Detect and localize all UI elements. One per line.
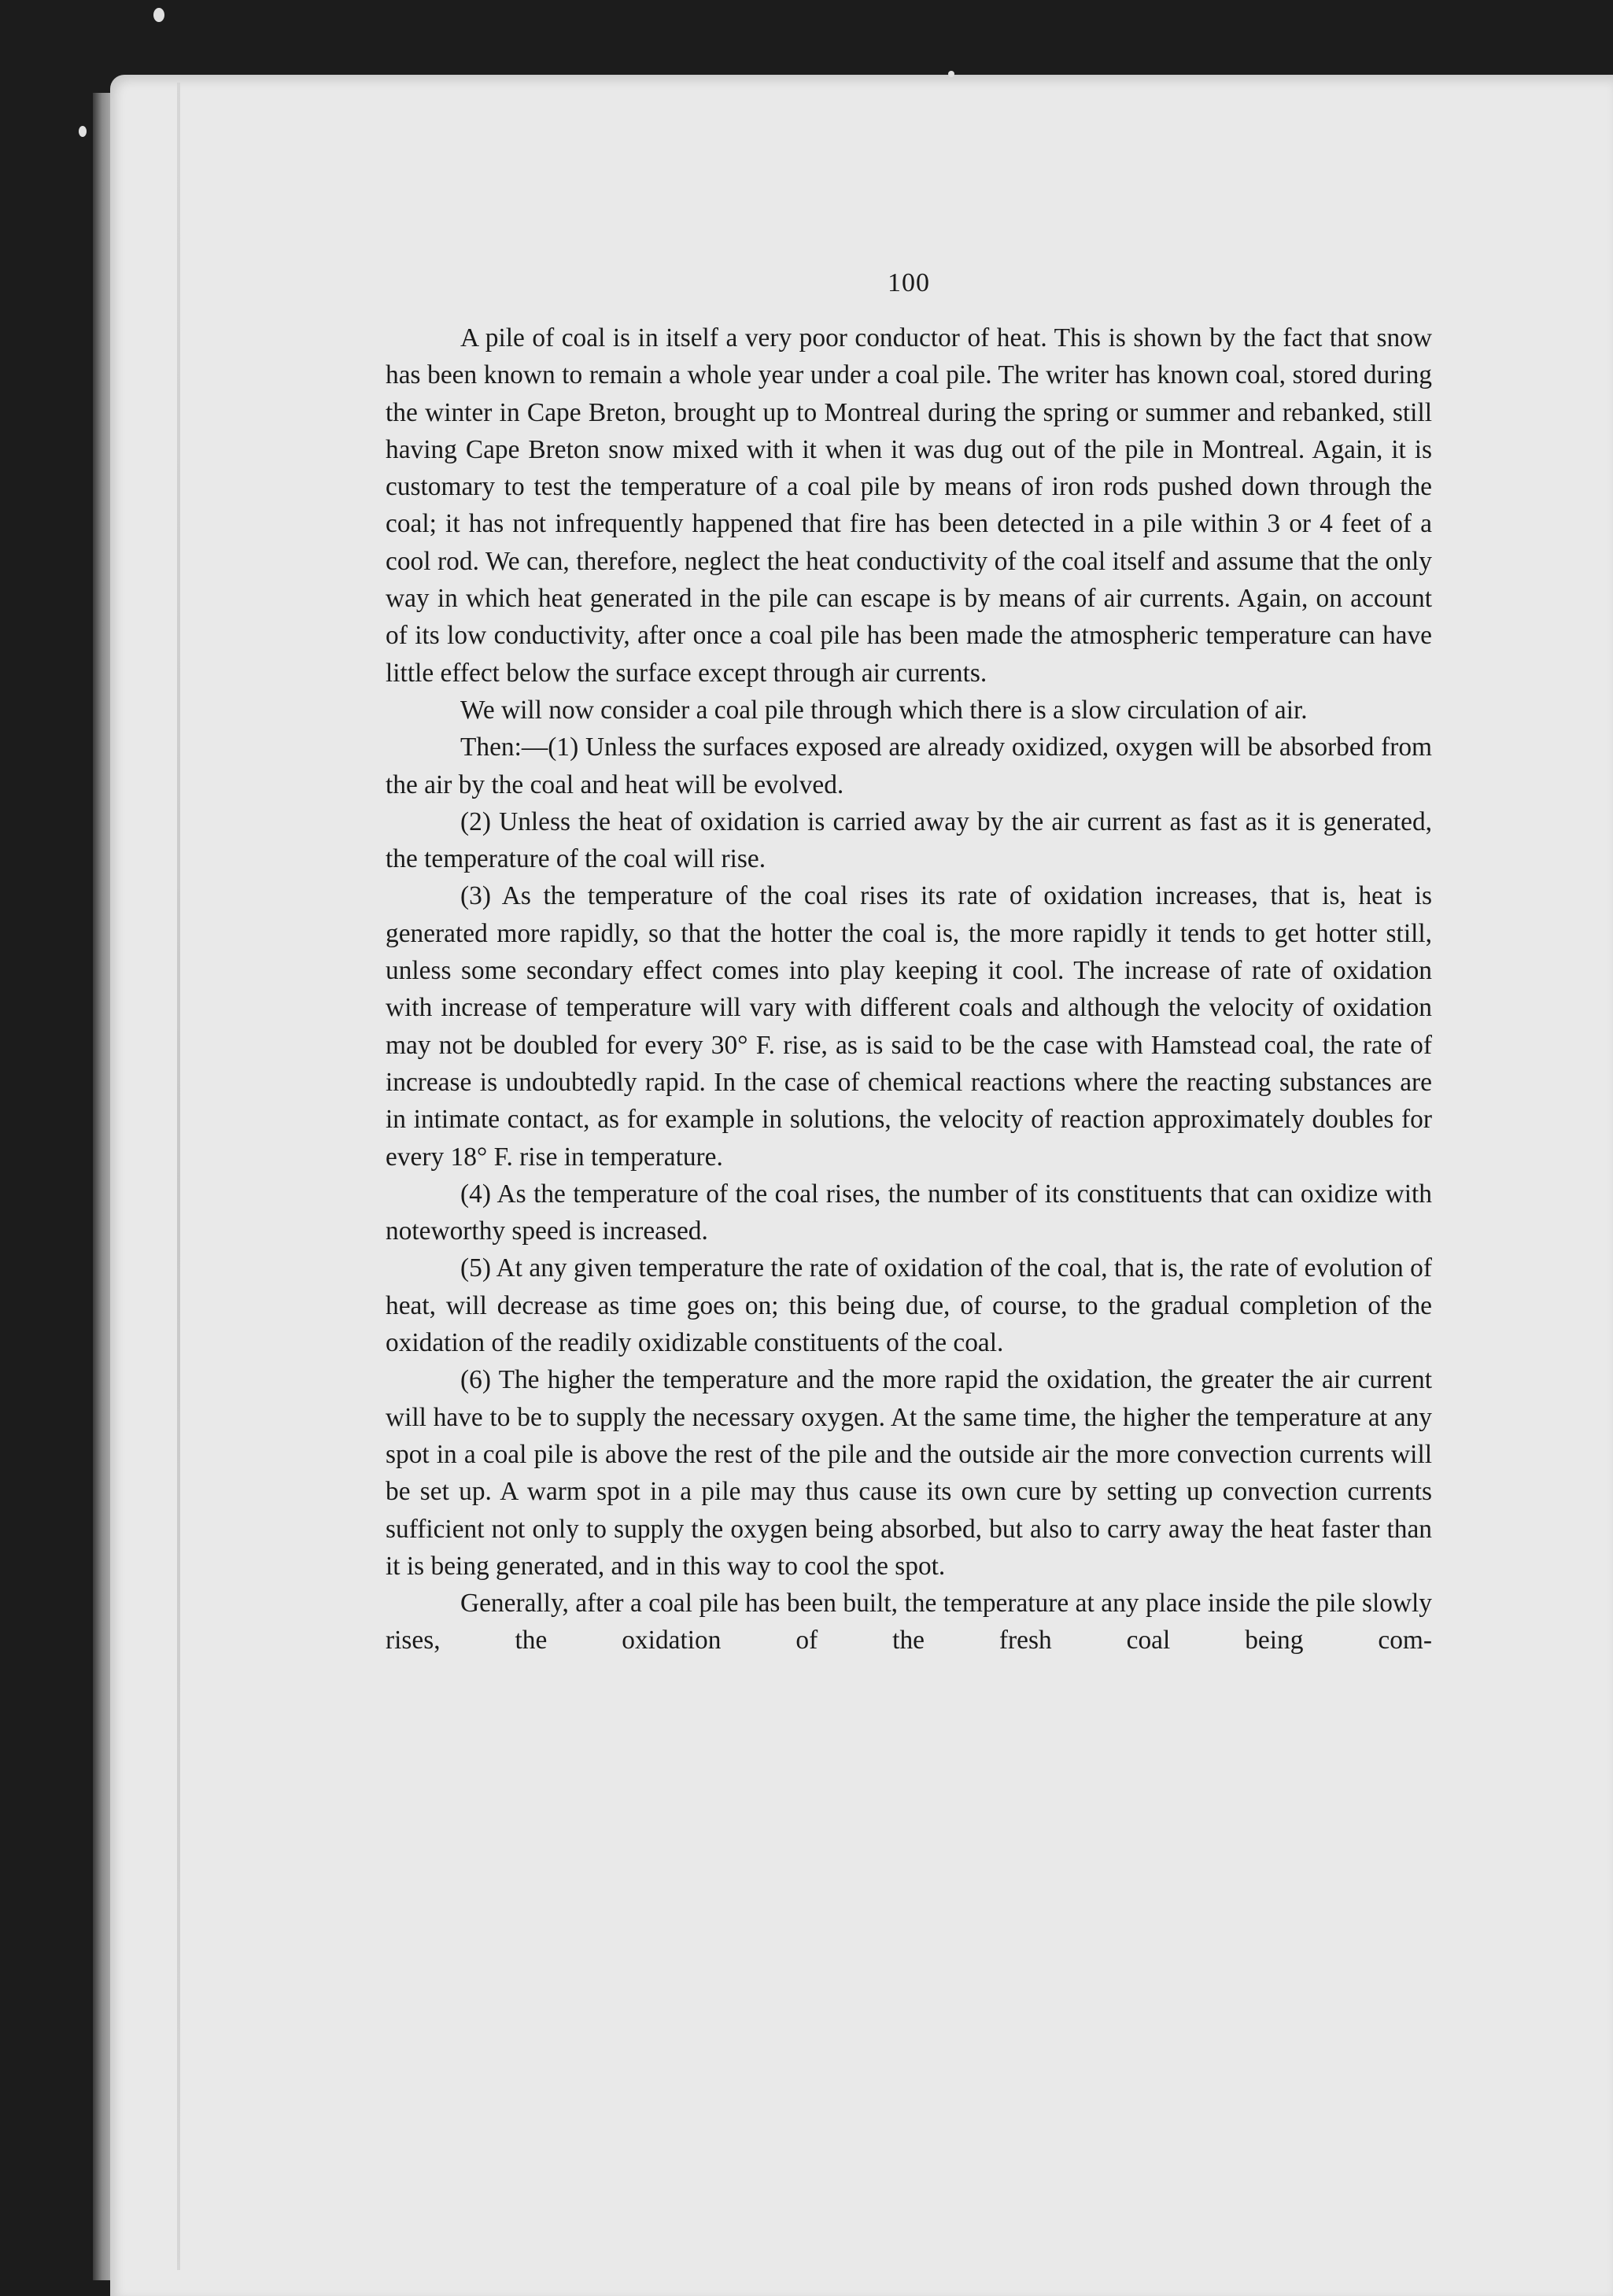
paragraph-continued: Generally, after a coal pile has been built, the temperature at any place inside the pile slowly rises, the oxidation of the fresh coal being com- xyxy=(386,1589,1432,1656)
paragraph: (6) The higher the temperature and the more rapid the oxidation, the greater the air current will have to be to supply the necessary oxygen. At the same time, the higher the temperature at any spot in a coal pile is above the rest of the pile and the outside air the more convection currents will be set up. A warm spot in a pile may thus cause its own cure by setting up convection currents sufficient not only to supply the oxygen being absorbed, but also to carry away the heat faster than it is being generated, and in this way to cool the spot. xyxy=(386,1365,1432,1581)
paragraph: We will now consider a coal pile through which there is a slow circulation of air. xyxy=(460,695,1308,725)
paragraph: (4) As the temperature of the coal rises, the number of its constituents that can oxidize with noteworthy speed is increased. xyxy=(386,1179,1432,1246)
paragraph: Then:—(1) Unless the surfaces exposed are already oxidized, oxygen will be absorbed from the air by the coal and heat will be evolved. xyxy=(386,733,1432,799)
page-gutter-line xyxy=(177,83,180,2270)
body-text xyxy=(386,268,1432,1659)
scan-speck xyxy=(948,71,954,77)
page-number: 100 xyxy=(888,268,930,297)
paragraph: (5) At any given temperature the rate of oxidation of the coal, that is, the rate of evolution of heat, will decrease as time goes on; this being due, of course, to the gradual completion of the oxidation of the readily oxidizable constituents of the coal. xyxy=(386,1253,1432,1358)
paragraph: A pile of coal is in itself a very poor conductor of heat. This is shown by the fact that snow has been known to remain a whole year under a coal pile. The writer has known coal, stored during the winter in Cape Breton, brought up to Montreal during the spring or summer and rebanked, still having Cape Breton snow mixed with it when it was dug out of the pile in Montreal. Again, it is customary to test the temperature of a coal pile by means of iron rods pushed down through the coal; it has not infrequently happened that fire has been detected in a pile within 3 or 4 feet of a cool rod. We can, therefore, neglect the heat conductivity of the coal itself and assume that the only way in which heat generated in the pile can escape is by means of air currents. Again, on account of its low conductivity, after once a coal pile has been made the atmospheric temperature can have little effect below the surface except through air currents. xyxy=(386,323,1432,688)
scan-speck xyxy=(153,8,164,22)
paragraph: (3) As the temperature of the coal rises its rate of oxidation increases, that is, heat is generated more rapidly, so that the hotter the coal is, the more rapidly it tends to get hotter still, unless some secondary effect comes into play keeping it cool. The increase of rate of oxidation with increase of temperature will vary with different coals and although the velocity of oxidation may not be doubled for every 30° F. rise, as is said to be the case with Hamstead coal, the rate of increase is undoubtedly rapid. In the case of chemical reactions where the reacting substances are in intimate contact, as for example in solutions, the velocity of reaction approximately doubles for every 18° F. rise in temperature. xyxy=(386,881,1432,1172)
paragraph: (2) Unless the heat of oxidation is carried away by the air current as fast as it is generated, the temperature of the coal will rise. xyxy=(386,807,1432,874)
scan-speck xyxy=(79,126,87,137)
